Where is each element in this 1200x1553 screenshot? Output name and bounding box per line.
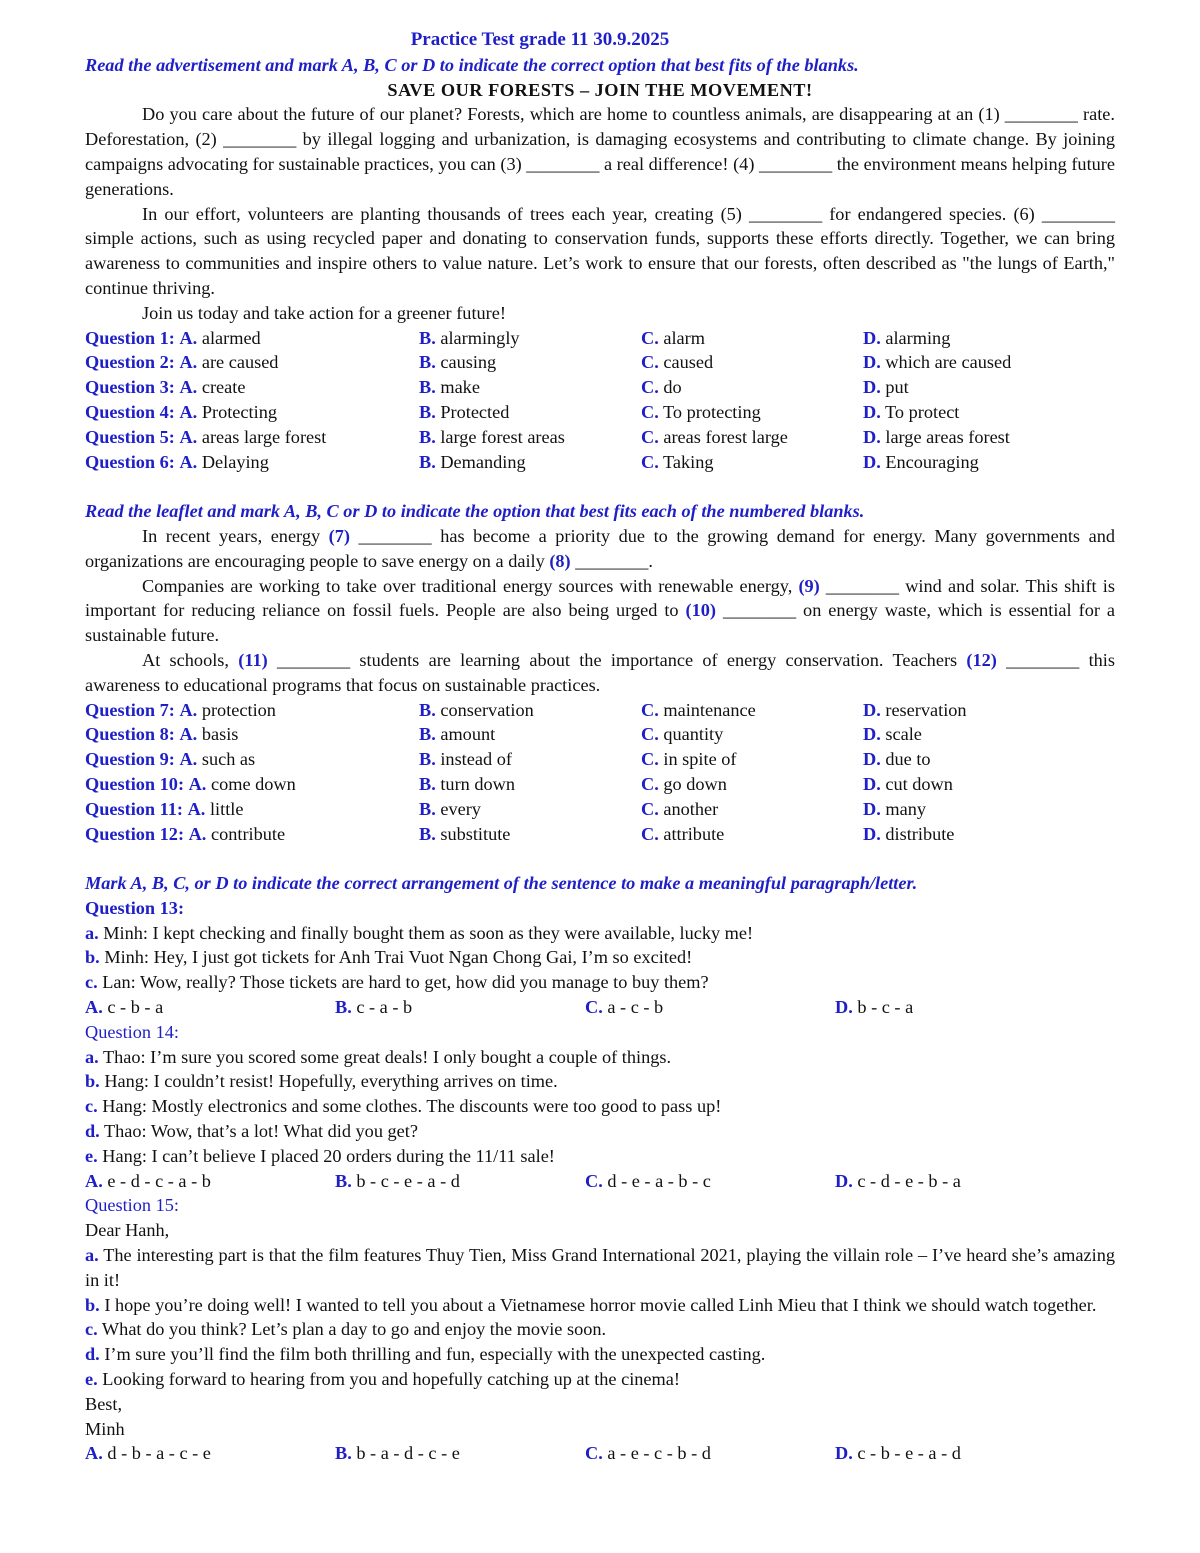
option-b[interactable]: b - a - d - c - e <box>356 1443 460 1464</box>
list-item: a. Minh: I kept checking and finally bought them as soon as they were available, lucky me! <box>85 922 754 943</box>
question-label: Question 10: <box>85 773 185 794</box>
option-c[interactable]: quantity <box>663 724 724 745</box>
letter-greeting: Dear Hanh, <box>85 1220 170 1241</box>
section1-instruction: Read the advertisement and mark A, B, C or D to indicate the correct option that best fits of the blanks. <box>85 54 859 75</box>
option-letter: D. <box>863 327 881 348</box>
answer-row: A. c - b - a B. c - a - b C. a - c - b D. b - c - a <box>85 997 914 1018</box>
question-row <box>85 375 1115 400</box>
option-a[interactable]: create <box>201 377 246 398</box>
section2-paragraph-1: In recent years, energy (7) ________ has become a priority due to the growing demand for energy. Many governments and organizations are encouraging people to save energy on a daily (8) ________. <box>85 525 1115 571</box>
option-letter: B. <box>419 749 436 770</box>
option-letter: D. <box>863 401 881 422</box>
option-letter: C. <box>641 401 659 422</box>
option-letter: B. <box>419 798 436 819</box>
question-label: Question 4: <box>85 401 175 422</box>
list-item: c. Lan: Wow, really? Those tickets are hard to get, how did you manage to buy them? <box>85 972 709 993</box>
option-letter: A. <box>188 773 207 794</box>
blank-number: (11) <box>238 649 268 670</box>
question-row <box>85 400 1115 425</box>
option-a[interactable]: contribute <box>210 823 286 844</box>
option-a[interactable]: areas large forest <box>201 426 327 447</box>
list-item: d. I’m sure you’ll find the film both thrilling and fun, especially with the unexpected casting. <box>85 1344 766 1365</box>
list-item: e. Looking forward to hearing from you and hopefully catching up at the cinema! <box>85 1369 680 1390</box>
option-letter: A. <box>179 377 198 398</box>
question-row <box>85 450 1115 475</box>
blank-number: (10) <box>685 600 716 621</box>
section1-paragraph-2: In our effort, volunteers are planting thousands of trees each year, creating (5) ________ for endangered species. (6) ________ simple actions, such as using recycled paper and donating to conservation funds, supports these efforts directly. Together, we can bring awareness to communities and inspire others to value nature. Let’s work to ensure that our forests, often described as "the lungs of Earth," continue thriving. <box>85 203 1115 298</box>
question-label: Question 1: <box>85 327 175 348</box>
answer-row: A. e - d - c - a - b B. b - c - e - a - d C. d - e - a - b - c D. c - d - e - b - a <box>85 1170 961 1191</box>
list-item: b. Minh: Hey, I just got tickets for Anh Trai Vuot Ngan Chong Gai, I’m so excited! <box>85 947 693 968</box>
option-b[interactable]: causing <box>440 352 497 373</box>
option-d[interactable]: cut down <box>885 773 953 794</box>
question-row <box>85 822 1115 847</box>
option-a[interactable]: Delaying <box>201 451 269 472</box>
option-letter: C. <box>641 699 659 720</box>
option-letter: D. <box>863 773 881 794</box>
letter-closing: Best, <box>85 1393 123 1414</box>
option-letter: C. <box>641 823 659 844</box>
option-c[interactable]: a - e - c - b - d <box>607 1443 711 1464</box>
option-d[interactable]: due to <box>885 749 931 770</box>
question-label: Question 11: <box>85 798 184 819</box>
question-14-label: Question 14: <box>85 1021 179 1042</box>
option-letter: C. <box>641 749 659 770</box>
section2-instruction: Read the leaflet and mark A, B, C or D to indicate the option that best fits each of the numbered blanks. <box>85 501 865 522</box>
option-a[interactable]: protection <box>201 699 276 720</box>
option-letter: C. <box>641 426 659 447</box>
option-a[interactable]: such as <box>201 749 256 770</box>
option-d[interactable]: which are caused <box>885 352 1012 373</box>
option-b[interactable]: substitute <box>440 823 511 844</box>
option-a[interactable]: c - b - a <box>107 997 164 1018</box>
option-letter: D. <box>863 798 881 819</box>
list-item: b. I hope you’re doing well! I wanted to tell you about a Vietnamese horror movie called Linh Mieu that I think we should watch together. <box>85 1294 1097 1315</box>
section1-questions <box>85 326 1115 475</box>
option-d[interactable]: Encouraging <box>885 451 979 472</box>
option-c[interactable]: areas forest large <box>663 426 788 447</box>
question-15-label: Question 15: <box>85 1195 179 1216</box>
option-b[interactable]: b - c - e - a - d <box>356 1170 460 1191</box>
option-c[interactable]: d - e - a - b - c <box>607 1170 711 1191</box>
option-c[interactable]: do <box>663 377 682 398</box>
option-letter: B. <box>419 377 436 398</box>
option-b[interactable]: make <box>440 377 480 398</box>
option-letter: A. <box>179 401 198 422</box>
list-item: c. What do you think? Let’s plan a day to go and enjoy the movie soon. <box>85 1319 607 1340</box>
option-d[interactable]: put <box>885 377 909 398</box>
option-a[interactable]: e - d - c - a - b <box>107 1170 211 1191</box>
option-d[interactable]: many <box>885 798 926 819</box>
option-c[interactable]: alarm <box>663 327 705 348</box>
question-label: Question 12: <box>85 823 185 844</box>
option-c[interactable]: attribute <box>663 823 725 844</box>
option-letter: C. <box>641 773 659 794</box>
question-row <box>85 425 1115 450</box>
list-item: c. Hang: Mostly electronics and some clothes. The discounts were too good to pass up! <box>85 1096 722 1117</box>
list-item: b. Hang: I couldn’t resist! Hopefully, everything arrives on time. <box>85 1071 558 1092</box>
question-row <box>85 747 1115 772</box>
section1-heading: SAVE OUR FORESTS – JOIN THE MOVEMENT! <box>387 79 813 100</box>
option-letter: A. <box>179 749 198 770</box>
option-d[interactable]: large areas forest <box>885 426 1010 447</box>
question-row <box>85 350 1115 375</box>
option-c[interactable]: in spite of <box>663 749 737 770</box>
option-letter: D. <box>863 451 881 472</box>
option-c[interactable]: To protecting <box>663 401 761 422</box>
option-a[interactable]: are caused <box>201 352 279 373</box>
question-label: Question 5: <box>85 426 175 447</box>
option-letter: B. <box>419 327 436 348</box>
option-letter: A. <box>179 426 198 447</box>
option-letter: A. <box>179 352 198 373</box>
option-b[interactable]: turn down <box>440 773 515 794</box>
question-13-label: Question 13: <box>85 897 185 918</box>
option-letter: D. <box>863 377 881 398</box>
option-letter: C. <box>641 327 659 348</box>
option-a[interactable]: basis <box>201 724 239 745</box>
option-letter: A. <box>179 451 198 472</box>
option-letter: B. <box>419 451 436 472</box>
option-c[interactable]: go down <box>663 773 727 794</box>
option-b[interactable]: every <box>440 798 481 819</box>
list-item: e. Hang: I can’t believe I placed 20 orders during the 11/11 sale! <box>85 1145 555 1166</box>
option-b[interactable]: c - a - b <box>356 997 413 1018</box>
question-row <box>85 722 1115 747</box>
option-letter: C. <box>641 798 659 819</box>
option-letter: D. <box>863 749 881 770</box>
question-row <box>85 326 1115 351</box>
question-row <box>85 772 1115 797</box>
option-letter: B. <box>419 426 436 447</box>
option-b[interactable]: instead of <box>440 749 512 770</box>
option-d[interactable]: c - b - e - a - d <box>857 1443 961 1464</box>
option-letter: A. <box>187 798 206 819</box>
option-a[interactable]: little <box>209 798 244 819</box>
option-d[interactable]: distribute <box>885 823 955 844</box>
option-letter: A. <box>179 699 198 720</box>
option-a[interactable]: Protecting <box>201 401 277 422</box>
option-letter: D. <box>863 699 881 720</box>
section2-paragraph-3: At schools, (11) ________ students are learning about the importance of energy conservation. Teachers (12) ________ this awareness to educational programs that focus on sustainable practices. <box>85 649 1115 695</box>
option-letter: C. <box>641 352 659 373</box>
option-c[interactable]: another <box>663 798 719 819</box>
section1-paragraph-1: Do you care about the future of our planet? Forests, which are home to countless animals, are disappearing at an (1) ________ rate. Deforestation, (2) ________ by illegal logging and urbanization, is damaging ecosystems and contributing to climate change. By joining campaigns advocating for sustainable practices, you can (3) ________ a real difference! (4) ________ the environment means helping future generations. <box>85 104 1115 199</box>
list-item: a. Thao: I’m sure you scored some great deals! I only bought a couple of things. <box>85 1046 672 1067</box>
option-d[interactable]: reservation <box>885 699 967 720</box>
option-c[interactable]: caused <box>663 352 714 373</box>
option-d[interactable]: c - d - e - b - a <box>857 1170 961 1191</box>
option-b[interactable]: alarmingly <box>440 327 520 348</box>
option-letter: B. <box>419 773 436 794</box>
option-letter: A. <box>188 823 207 844</box>
option-letter: D. <box>863 724 881 745</box>
option-letter: D. <box>863 426 881 447</box>
option-letter: A. <box>179 724 198 745</box>
section3-instruction: Mark A, B, C, or D to indicate the correct arrangement of the sentence to make a meaningful paragraph/letter. <box>85 873 918 894</box>
section2-paragraph-2: Companies are working to take over traditional energy sources with renewable energy, (9) ________ wind and solar. This shift is important for reducing reliance on fossil fuels. People are also being urged to (10) ________ on energy waste, which is essential for a sustainable future. <box>85 575 1116 646</box>
question-label: Question 9: <box>85 749 175 770</box>
blank-number: (7) <box>328 525 350 546</box>
option-letter: D. <box>863 823 881 844</box>
worksheet <box>85 28 1115 1466</box>
option-letter: B. <box>419 401 436 422</box>
option-letter: C. <box>641 377 659 398</box>
option-b[interactable]: conservation <box>440 699 534 720</box>
list-item: d. Thao: Wow, that’s a lot! What did you get? <box>85 1121 418 1142</box>
option-letter: B. <box>419 699 436 720</box>
option-a[interactable]: alarmed <box>201 327 261 348</box>
option-d[interactable]: alarming <box>885 327 951 348</box>
option-b[interactable]: amount <box>440 724 496 745</box>
option-letter: D. <box>863 352 881 373</box>
option-c[interactable]: maintenance <box>663 699 756 720</box>
question-label: Question 8: <box>85 724 175 745</box>
blank-number: (12) <box>966 649 997 670</box>
option-letter: B. <box>419 724 436 745</box>
question-row <box>85 797 1115 822</box>
blank-number: (9) <box>798 575 820 596</box>
option-c[interactable]: a - c - b <box>607 997 664 1018</box>
option-a[interactable]: d - b - a - c - e <box>107 1443 211 1464</box>
list-item: a. The interesting part is that the film features Thuy Tien, Miss Grand International 2021, playing the villain role – I’ve heard she’s amazing in it! <box>85 1245 1115 1290</box>
blank-number: (8) <box>549 550 571 571</box>
section2-questions <box>85 698 1115 847</box>
question-label: Question 7: <box>85 699 175 720</box>
answer-row: A. d - b - a - c - e B. b - a - d - c - e C. a - e - c - b - d D. c - b - e - a - d <box>85 1443 961 1464</box>
question-label: Question 6: <box>85 451 175 472</box>
option-b[interactable]: Protected <box>440 401 510 422</box>
option-b[interactable]: large forest areas <box>440 426 565 447</box>
option-letter: A. <box>179 327 198 348</box>
question-row <box>85 698 1115 723</box>
option-b[interactable]: Demanding <box>440 451 526 472</box>
letter-signature: Minh <box>85 1418 125 1439</box>
option-letter: B. <box>419 352 436 373</box>
question-label: Question 2: <box>85 352 175 373</box>
section1-paragraph-3: Join us today and take action for a greener future! <box>142 302 506 323</box>
option-d[interactable]: b - c - a <box>857 997 914 1018</box>
question-label: Question 3: <box>85 377 175 398</box>
option-letter: B. <box>419 823 436 844</box>
option-letter: C. <box>641 451 659 472</box>
page-title: Practice Test grade 11 30.9.2025 <box>410 29 670 50</box>
option-d[interactable]: scale <box>885 724 922 745</box>
option-letter: C. <box>641 724 659 745</box>
option-a[interactable]: come down <box>210 773 296 794</box>
option-d[interactable]: To protect <box>885 401 960 422</box>
option-c[interactable]: Taking <box>663 451 714 472</box>
